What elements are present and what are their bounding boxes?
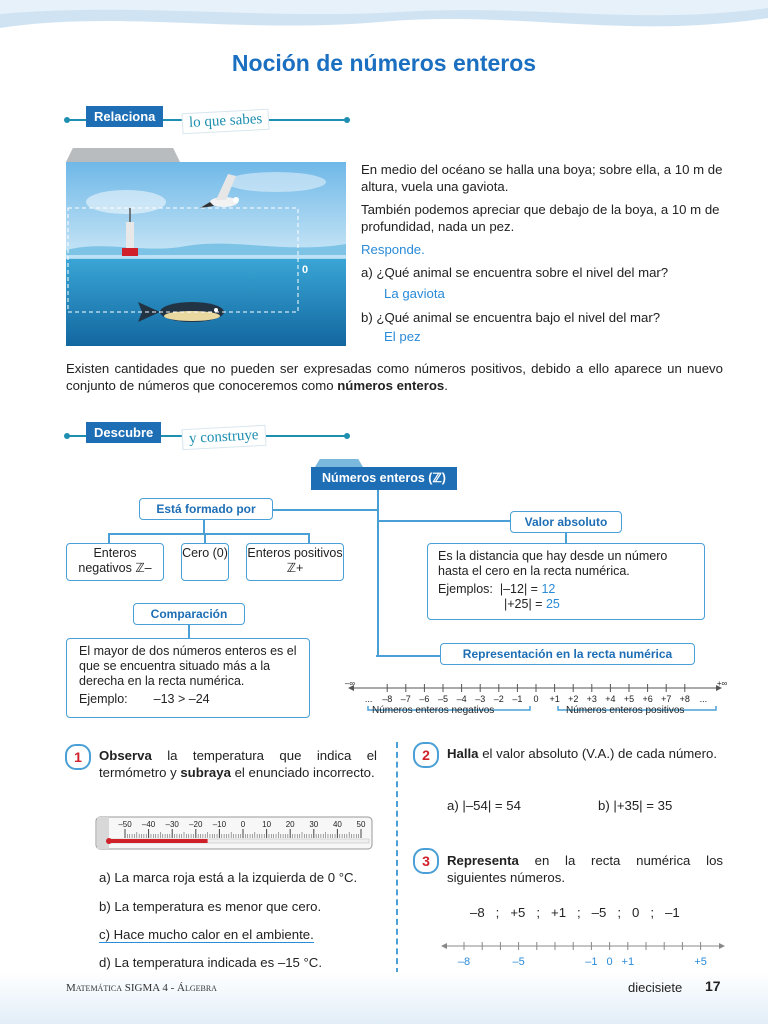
section-subtag: y construye xyxy=(182,425,267,450)
concept-representacion: Representación en la recta numérica xyxy=(440,643,695,665)
thermo-label: –40 xyxy=(141,820,156,829)
existen-paragraph xyxy=(66,360,723,394)
thermo-label: –20 xyxy=(189,820,203,829)
concept-negativos: Enteros negativos ℤ– xyxy=(66,543,164,581)
tick-label: +3 xyxy=(586,694,597,704)
act3-verb: Representa xyxy=(447,853,519,868)
section-subtag: lo que sabes xyxy=(182,109,270,135)
comparacion-example xyxy=(79,692,297,707)
activity-number-1: 1 xyxy=(65,744,91,770)
zero-label: 0 xyxy=(302,264,309,276)
concept-positivos: Enteros positivos ℤ+ xyxy=(246,543,344,581)
section-tag-relaciona: Relaciona xyxy=(86,106,163,127)
answer-b: El pez xyxy=(384,329,421,344)
tick-label: –8 xyxy=(382,694,393,704)
question-b: b) ¿Qué animal se encuentra bajo el nivel del mar? xyxy=(361,310,661,325)
responde-label: Responde. xyxy=(361,242,425,257)
thermo-label: 50 xyxy=(356,820,366,829)
act3-label: +5 xyxy=(694,956,707,968)
footer-page-word: diecisiete xyxy=(628,980,683,995)
tick-label: 0 xyxy=(533,694,539,704)
thermo-label: 40 xyxy=(332,820,342,829)
tick-label: +1 xyxy=(549,694,560,704)
tick-label: +2 xyxy=(568,694,579,704)
section-tag-descubre: Descubre xyxy=(86,422,161,443)
thermo-label: 30 xyxy=(309,820,319,829)
activity-1-options xyxy=(99,870,357,970)
thermo-label: 0 xyxy=(240,820,246,829)
tick-label: –7 xyxy=(400,694,411,704)
tick-label: –5 xyxy=(437,694,449,704)
column-divider xyxy=(396,742,398,974)
example-1-value: 12 xyxy=(541,582,556,596)
thermo-label: –50 xyxy=(118,820,132,829)
valor-examples xyxy=(438,582,694,612)
act1-text-2: el enunciado incorrecto. xyxy=(230,765,375,780)
tick-label: –6 xyxy=(419,694,430,704)
thermo-label: 20 xyxy=(285,820,295,829)
act1-verb-2: subraya xyxy=(180,765,231,780)
activity-3-instruction xyxy=(447,852,723,886)
thermometer xyxy=(95,814,377,854)
tick-label: +∞ xyxy=(716,679,728,688)
intro-paragraph-2: También podemos apreciar que debajo de la boya, a 10 m de profundidad, nada un pez. xyxy=(361,202,720,234)
concept-formado: Está formado por xyxy=(139,498,273,520)
tick-label: –2 xyxy=(493,694,504,704)
tick-label: ... xyxy=(699,694,708,704)
act2-item-a: a) |–54| = 54 xyxy=(447,798,521,813)
page-title: Noción de números enteros xyxy=(231,50,537,76)
ocean-illustration xyxy=(66,162,346,346)
footer-page-number: 17 xyxy=(705,978,721,994)
examples-label: Ejemplos: xyxy=(438,582,493,596)
example-1: |–12| = xyxy=(499,582,542,596)
act2-item-b: b) |+35| = 35 xyxy=(598,798,673,813)
existen-text: Existen cantidades que no pueden ser expresadas como números positivos, debido a ello aparece un nuevo conjunto de números que conoceremos como xyxy=(66,361,723,393)
thermo-label: –30 xyxy=(165,820,179,829)
tick-label: +5 xyxy=(623,694,635,704)
activity-2-instruction xyxy=(447,745,723,762)
option-a[interactable]: a) La marca roja está a la izquierda de 0 °C. xyxy=(99,870,358,885)
intro-paragraph-1: En medio del océano se halla una boya; sobre ella, a 10 m de altura, vuela una gaviota. xyxy=(361,162,723,194)
activity-number-2: 2 xyxy=(413,742,439,768)
activity-1-instruction xyxy=(99,747,377,781)
thermo-label: –10 xyxy=(212,820,227,829)
tick-label: +4 xyxy=(605,694,616,704)
act3-label: 0 xyxy=(606,956,613,968)
act2-verb: Halla xyxy=(447,746,479,761)
option-c[interactable] xyxy=(99,927,357,955)
act3-numbers: –8 ; +5 ; +1 ; –5 ; 0 ; –1 xyxy=(470,905,680,920)
concept-comparacion-desc xyxy=(66,638,310,718)
concept-comparacion: Comparación xyxy=(133,603,245,625)
valor-desc-text: Es la distancia que hay desde un número hasta el cero en la recta numérica. xyxy=(438,549,668,578)
tick-label: +8 xyxy=(679,694,690,704)
act2-text: el valor absoluto (V.A.) de cada número. xyxy=(478,746,718,761)
act3-label: –8 xyxy=(457,956,471,968)
tick-label: –3 xyxy=(475,694,486,704)
tick-label: +6 xyxy=(642,694,653,704)
root-tab xyxy=(315,459,363,467)
image-tab xyxy=(66,148,180,162)
tick-label: +7 xyxy=(661,694,672,704)
example-2-value: 25 xyxy=(545,597,560,611)
act3-label: –1 xyxy=(585,956,598,968)
concept-root: Números enteros (ℤ) xyxy=(311,467,457,490)
tick-label: –1 xyxy=(512,694,523,704)
activity-number-3: 3 xyxy=(413,848,439,874)
tick-label: –∞ xyxy=(344,679,356,688)
question-a: a) ¿Qué animal se encuentra sobre el nivel del mar? xyxy=(361,265,669,280)
concept-cero: Cero (0) xyxy=(181,543,229,581)
header-wave xyxy=(0,0,768,45)
comparacion-example-value: –13 > –24 xyxy=(153,692,210,706)
comparacion-text: El mayor de dos números enteros es el que se encuentra situado más a la derecha en la recta numérica. xyxy=(79,644,297,688)
act3-label: –5 xyxy=(512,956,525,968)
answer-a: La gaviota xyxy=(384,286,445,301)
option-c-underlined: c) Hace mucho calor en el ambiente. xyxy=(99,927,314,942)
act3-label: +1 xyxy=(621,956,635,968)
concept-valor-absoluto: Valor absoluto xyxy=(510,511,622,533)
section-dot xyxy=(344,117,350,123)
existen-end: . xyxy=(444,378,448,393)
option-d[interactable]: d) La temperatura indicada es –15 °C. xyxy=(99,955,322,970)
comparacion-example-label: Ejemplo: xyxy=(79,692,128,706)
caption-positivos: Números enteros positivos xyxy=(566,705,685,716)
thermo-label: 10 xyxy=(262,820,272,829)
tick-label: –4 xyxy=(456,694,467,704)
act1-text-1: la temperatura que indica el termómetro y xyxy=(99,748,377,780)
example-2: |+25| = xyxy=(504,597,546,611)
activity-number-line xyxy=(440,935,726,969)
tick-label: ... xyxy=(364,694,373,704)
footer-book-title: Matemática SIGMA 4 - Álgebra xyxy=(66,982,217,994)
concept-valor-desc xyxy=(427,543,705,620)
option-b[interactable]: b) La temperatura es menor que cero. xyxy=(99,899,322,914)
act3-text: en la recta numérica los siguientes números. xyxy=(447,853,723,885)
act1-verb-1: Observa xyxy=(99,748,152,763)
caption-negativos: Números enteros negativos xyxy=(372,705,495,716)
existen-bold: números enteros xyxy=(337,378,445,393)
thermometer-red-mark xyxy=(109,839,208,843)
section-dot xyxy=(344,433,350,439)
